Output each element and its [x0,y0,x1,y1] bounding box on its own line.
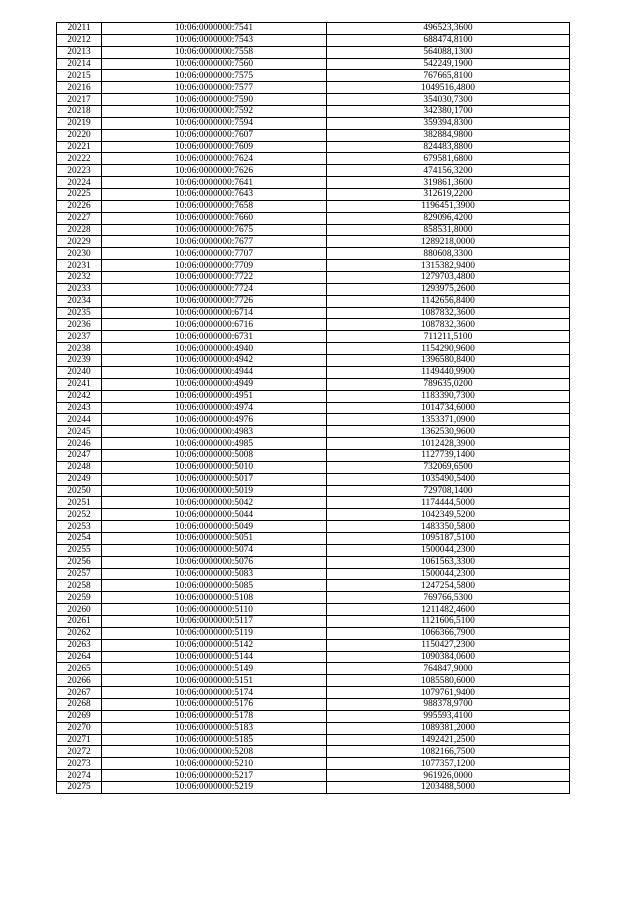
cadastral-value-cell: 995593,4100 [327,710,570,722]
row-number-cell: 20271 [57,734,102,746]
cadastral-number-cell: 10:06:0000000:5210 [102,758,327,770]
cadastral-number-cell: 10:06:0000000:4974 [102,402,327,414]
cadastral-value-cell: 1085580,6000 [327,675,570,687]
cadastral-value-cell: 1362530,9600 [327,426,570,438]
cadastral-number-cell: 10:06:0000000:7726 [102,295,327,307]
table-row [57,295,570,307]
cadastral-number-cell: 10:06:0000000:7658 [102,200,327,212]
cadastral-value-cell: 1087832,3600 [327,319,570,331]
table-row [57,532,570,544]
table-row [57,366,570,378]
cadastral-number-cell: 10:06:0000000:5217 [102,770,327,782]
cadastral-value-cell: 767665,8100 [327,70,570,82]
cadastral-number-cell: 10:06:0000000:7709 [102,260,327,272]
cadastral-value-cell: 1315382,9400 [327,260,570,272]
cadastral-value-cell: 1289218,0000 [327,236,570,248]
table-row [57,200,570,212]
cadastral-value-table [56,22,570,794]
cadastral-number-cell: 10:06:0000000:5017 [102,473,327,485]
table-row [57,34,570,46]
row-number-cell: 20275 [57,782,102,794]
row-number-cell: 20264 [57,651,102,663]
row-number-cell: 20268 [57,698,102,710]
table-row [57,438,570,450]
row-number-cell: 20236 [57,319,102,331]
cadastral-value-cell: 1077357,1200 [327,758,570,770]
table-row [57,592,570,604]
cadastral-number-cell: 10:06:0000000:5144 [102,651,327,663]
cadastral-number-cell: 10:06:0000000:5149 [102,663,327,675]
cadastral-value-cell: 1127739,1400 [327,449,570,461]
cadastral-number-cell: 10:06:0000000:4951 [102,390,327,402]
row-number-cell: 20246 [57,438,102,450]
cadastral-number-cell: 10:06:0000000:7722 [102,272,327,284]
cadastral-value-cell: 829096,4200 [327,212,570,224]
row-number-cell: 20255 [57,544,102,556]
cadastral-value-cell: 1203488,5000 [327,782,570,794]
row-number-cell: 20258 [57,580,102,592]
cadastral-number-cell: 10:06:0000000:7560 [102,58,327,70]
row-number-cell: 20259 [57,592,102,604]
cadastral-value-cell: 1154290,9600 [327,343,570,355]
table-row [57,319,570,331]
row-number-cell: 20218 [57,106,102,118]
row-number-cell: 20223 [57,165,102,177]
table-row [57,544,570,556]
cadastral-number-cell: 10:06:0000000:7660 [102,212,327,224]
cadastral-value-cell: 1042349,5200 [327,509,570,521]
cadastral-value-cell: 1150427,2300 [327,639,570,651]
cadastral-number-cell: 10:06:0000000:7594 [102,117,327,129]
cadastral-value-cell: 824483,8800 [327,141,570,153]
cadastral-number-cell: 10:06:0000000:5176 [102,698,327,710]
row-number-cell: 20228 [57,224,102,236]
cadastral-number-cell: 10:06:0000000:7707 [102,248,327,260]
cadastral-number-cell: 10:06:0000000:5219 [102,782,327,794]
cadastral-value-cell: 564088,1300 [327,46,570,58]
cadastral-number-cell: 10:06:0000000:5174 [102,687,327,699]
cadastral-number-cell: 10:06:0000000:7675 [102,224,327,236]
table-row [57,272,570,284]
row-number-cell: 20252 [57,509,102,521]
cadastral-value-cell: 1082166,7500 [327,746,570,758]
table-row [57,414,570,426]
cadastral-number-cell: 10:06:0000000:5117 [102,615,327,627]
cadastral-number-cell: 10:06:0000000:7558 [102,46,327,58]
row-number-cell: 20237 [57,331,102,343]
table-row [57,117,570,129]
cadastral-value-cell: 679581,6800 [327,153,570,165]
row-number-cell: 20249 [57,473,102,485]
cadastral-value-cell: 711211,5100 [327,331,570,343]
cadastral-value-cell: 1035490,5400 [327,473,570,485]
row-number-cell: 20213 [57,46,102,58]
row-number-cell: 20229 [57,236,102,248]
table-row [57,663,570,675]
table-row [57,177,570,189]
table-row [57,758,570,770]
cadastral-number-cell: 10:06:0000000:5108 [102,592,327,604]
row-number-cell: 20250 [57,485,102,497]
table-row [57,58,570,70]
row-number-cell: 20239 [57,355,102,367]
row-number-cell: 20216 [57,82,102,94]
table-row [57,236,570,248]
cadastral-number-cell: 10:06:0000000:5042 [102,497,327,509]
cadastral-number-cell: 10:06:0000000:5119 [102,627,327,639]
row-number-cell: 20233 [57,283,102,295]
cadastral-value-cell: 359394,8300 [327,117,570,129]
cadastral-value-cell: 1012428,3900 [327,438,570,450]
table-row [57,568,570,580]
row-number-cell: 20251 [57,497,102,509]
row-number-cell: 20234 [57,295,102,307]
cadastral-value-cell: 858531,8000 [327,224,570,236]
table-row [57,615,570,627]
table-row [57,390,570,402]
cadastral-value-cell: 1087832,3600 [327,307,570,319]
cadastral-number-cell: 10:06:0000000:5049 [102,521,327,533]
row-number-cell: 20256 [57,556,102,568]
table-row [57,224,570,236]
table-row [57,82,570,94]
cadastral-number-cell: 10:06:0000000:4985 [102,438,327,450]
cadastral-number-cell: 10:06:0000000:5110 [102,604,327,616]
cadastral-number-cell: 10:06:0000000:6714 [102,307,327,319]
row-number-cell: 20241 [57,378,102,390]
cadastral-number-cell: 10:06:0000000:5178 [102,710,327,722]
table-row [57,485,570,497]
cadastral-value-cell: 1061563,3300 [327,556,570,568]
table-row [57,770,570,782]
table-row [57,378,570,390]
cadastral-number-cell: 10:06:0000000:5008 [102,449,327,461]
table-row [57,331,570,343]
cadastral-number-cell: 10:06:0000000:6716 [102,319,327,331]
row-number-cell: 20260 [57,604,102,616]
row-number-cell: 20221 [57,141,102,153]
cadastral-value-cell: 1014734,6000 [327,402,570,414]
cadastral-number-cell: 10:06:0000000:5051 [102,532,327,544]
row-number-cell: 20211 [57,23,102,35]
cadastral-value-cell: 1211482,4600 [327,604,570,616]
cadastral-number-cell: 10:06:0000000:5085 [102,580,327,592]
table-body [57,23,570,794]
table-row [57,651,570,663]
row-number-cell: 20217 [57,94,102,106]
row-number-cell: 20263 [57,639,102,651]
cadastral-number-cell: 10:06:0000000:7609 [102,141,327,153]
table-row [57,556,570,568]
row-number-cell: 20240 [57,366,102,378]
cadastral-value-cell: 1483350,5800 [327,521,570,533]
row-number-cell: 20238 [57,343,102,355]
row-number-cell: 20242 [57,390,102,402]
cadastral-number-cell: 10:06:0000000:5151 [102,675,327,687]
row-number-cell: 20244 [57,414,102,426]
row-number-cell: 20266 [57,675,102,687]
cadastral-number-cell: 10:06:0000000:4983 [102,426,327,438]
row-number-cell: 20222 [57,153,102,165]
table-row [57,639,570,651]
row-number-cell: 20215 [57,70,102,82]
row-number-cell: 20235 [57,307,102,319]
cadastral-number-cell: 10:06:0000000:5010 [102,461,327,473]
cadastral-number-cell: 10:06:0000000:5208 [102,746,327,758]
table-row [57,153,570,165]
cadastral-number-cell: 10:06:0000000:4944 [102,366,327,378]
cadastral-value-cell: 382884,9800 [327,129,570,141]
cadastral-value-cell: 1149440,9900 [327,366,570,378]
table-row [57,260,570,272]
cadastral-number-cell: 10:06:0000000:7626 [102,165,327,177]
row-number-cell: 20224 [57,177,102,189]
row-number-cell: 20214 [57,58,102,70]
cadastral-value-cell: 1279703,4800 [327,272,570,284]
row-number-cell: 20219 [57,117,102,129]
row-number-cell: 20267 [57,687,102,699]
row-number-cell: 20261 [57,615,102,627]
cadastral-value-cell: 1500044,2300 [327,568,570,580]
table-row [57,141,570,153]
table-row [57,307,570,319]
cadastral-number-cell: 10:06:0000000:5185 [102,734,327,746]
row-number-cell: 20227 [57,212,102,224]
cadastral-number-cell: 10:06:0000000:5044 [102,509,327,521]
row-number-cell: 20265 [57,663,102,675]
table-row [57,94,570,106]
cadastral-number-cell: 10:06:0000000:4940 [102,343,327,355]
cadastral-number-cell: 10:06:0000000:7577 [102,82,327,94]
cadastral-value-cell: 1079761,9400 [327,687,570,699]
cadastral-value-cell: 1090384,0600 [327,651,570,663]
cadastral-number-cell: 10:06:0000000:5019 [102,485,327,497]
table-row [57,248,570,260]
table-row [57,604,570,616]
cadastral-number-cell: 10:06:0000000:7607 [102,129,327,141]
table-row [57,580,570,592]
table-row [57,722,570,734]
cadastral-number-cell: 10:06:0000000:4942 [102,355,327,367]
table-row [57,46,570,58]
row-number-cell: 20243 [57,402,102,414]
cadastral-value-cell: 1142656,8400 [327,295,570,307]
cadastral-value-cell: 496523,3600 [327,23,570,35]
row-number-cell: 20274 [57,770,102,782]
cadastral-number-cell: 10:06:0000000:7641 [102,177,327,189]
table-row [57,23,570,35]
cadastral-value-cell: 1396580,8400 [327,355,570,367]
table-row [57,746,570,758]
cadastral-number-cell: 10:06:0000000:7643 [102,189,327,201]
cadastral-value-cell: 1066366,7900 [327,627,570,639]
row-number-cell: 20248 [57,461,102,473]
row-number-cell: 20231 [57,260,102,272]
cadastral-number-cell: 10:06:0000000:7677 [102,236,327,248]
row-number-cell: 20273 [57,758,102,770]
row-number-cell: 20225 [57,189,102,201]
table-row [57,497,570,509]
table-row [57,212,570,224]
cadastral-value-cell: 988378,9700 [327,698,570,710]
table-row [57,70,570,82]
cadastral-number-cell: 10:06:0000000:6731 [102,331,327,343]
row-number-cell: 20226 [57,200,102,212]
table-row [57,129,570,141]
table-row [57,675,570,687]
cadastral-number-cell: 10:06:0000000:5074 [102,544,327,556]
cadastral-value-cell: 1353371,0900 [327,414,570,426]
row-number-cell: 20245 [57,426,102,438]
cadastral-value-cell: 1500044,2300 [327,544,570,556]
cadastral-number-cell: 10:06:0000000:5076 [102,556,327,568]
row-number-cell: 20232 [57,272,102,284]
row-number-cell: 20257 [57,568,102,580]
cadastral-number-cell: 10:06:0000000:5083 [102,568,327,580]
cadastral-value-cell: 1121606,5100 [327,615,570,627]
row-number-cell: 20270 [57,722,102,734]
cadastral-value-cell: 1492421,2500 [327,734,570,746]
cadastral-value-cell: 319861,3600 [327,177,570,189]
cadastral-value-cell: 354030,7300 [327,94,570,106]
table-row [57,426,570,438]
cadastral-value-cell: 474156,3200 [327,165,570,177]
cadastral-number-cell: 10:06:0000000:4949 [102,378,327,390]
table-row [57,355,570,367]
cadastral-number-cell: 10:06:0000000:7543 [102,34,327,46]
cadastral-value-cell: 542249,1900 [327,58,570,70]
cadastral-value-cell: 764847,9000 [327,663,570,675]
row-number-cell: 20247 [57,449,102,461]
cadastral-value-cell: 1183390,7300 [327,390,570,402]
table-row [57,698,570,710]
cadastral-number-cell: 10:06:0000000:7590 [102,94,327,106]
row-number-cell: 20230 [57,248,102,260]
cadastral-value-cell: 1247254,5800 [327,580,570,592]
row-number-cell: 20212 [57,34,102,46]
table-row [57,521,570,533]
table-row [57,461,570,473]
cadastral-number-cell: 10:06:0000000:7575 [102,70,327,82]
table-row [57,734,570,746]
row-number-cell: 20269 [57,710,102,722]
table-row [57,402,570,414]
cadastral-value-cell: 342380,1700 [327,106,570,118]
cadastral-value-cell: 1095187,5100 [327,532,570,544]
cadastral-value-cell: 729708,1400 [327,485,570,497]
table-row [57,782,570,794]
row-number-cell: 20272 [57,746,102,758]
cadastral-value-cell: 1293975,2600 [327,283,570,295]
cadastral-value-cell: 789635,0200 [327,378,570,390]
table-row [57,687,570,699]
cadastral-number-cell: 10:06:0000000:7541 [102,23,327,35]
table-row [57,710,570,722]
table-row [57,509,570,521]
cadastral-value-cell: 312619,2200 [327,189,570,201]
cadastral-value-cell: 1089381,2000 [327,722,570,734]
cadastral-value-cell: 1196451,3900 [327,200,570,212]
cadastral-value-cell: 961926,0000 [327,770,570,782]
row-number-cell: 20253 [57,521,102,533]
row-number-cell: 20262 [57,627,102,639]
table-row [57,106,570,118]
cadastral-value-cell: 732069,6500 [327,461,570,473]
table-row [57,283,570,295]
cadastral-value-cell: 880608,3300 [327,248,570,260]
table-row [57,473,570,485]
cadastral-number-cell: 10:06:0000000:7724 [102,283,327,295]
table-row [57,343,570,355]
cadastral-value-cell: 688474,8100 [327,34,570,46]
table-row [57,627,570,639]
cadastral-number-cell: 10:06:0000000:5142 [102,639,327,651]
table-row [57,449,570,461]
cadastral-number-cell: 10:06:0000000:5183 [102,722,327,734]
table-row [57,165,570,177]
cadastral-number-cell: 10:06:0000000:7592 [102,106,327,118]
cadastral-value-cell: 1174444,5000 [327,497,570,509]
cadastral-value-cell: 769766,5300 [327,592,570,604]
table-row [57,189,570,201]
cadastral-number-cell: 10:06:0000000:7624 [102,153,327,165]
cadastral-number-cell: 10:06:0000000:4976 [102,414,327,426]
cadastral-value-cell: 1049516,4800 [327,82,570,94]
row-number-cell: 20220 [57,129,102,141]
row-number-cell: 20254 [57,532,102,544]
